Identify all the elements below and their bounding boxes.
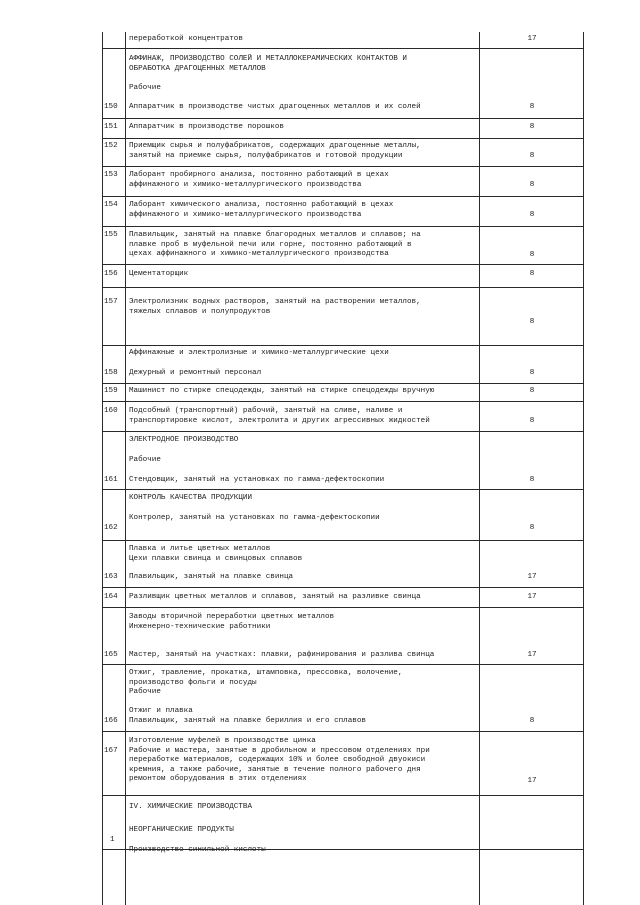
row-value: 17 xyxy=(527,35,537,43)
row-number: 157 xyxy=(104,298,118,306)
row-text: Плавка и литье цветных металлов Цехи плавки свинца и свинцовых сплавов xyxy=(129,545,303,563)
row-divider xyxy=(102,607,584,608)
row-value: 17 xyxy=(527,573,537,581)
row-value: 17 xyxy=(527,777,537,785)
row-divider xyxy=(102,431,584,432)
row-number: 155 xyxy=(104,231,118,239)
row-number: 154 xyxy=(104,201,118,209)
row-number: 1 xyxy=(110,836,115,844)
row-number: 158 xyxy=(104,369,118,377)
row-text: Изготовление муфелей в производстве цинка Рабочие и мастера, занятые в дробильном и прессовом отделениях при переработке материалов, содержащих 10% и более свободной двуокиси кремния, а также рабочие, занятые в течение полного рабочего дня ремонтом оборудования в этих отделениях xyxy=(129,737,430,784)
row-text: Электролизник водных растворов, занятый на растворении металлов, тяжелых сплавов и полупродуктов xyxy=(129,298,421,316)
row-value: 8 xyxy=(529,417,535,425)
row-value: 8 xyxy=(529,270,535,278)
row-text: Разливщик цветных металлов и сплавов, занятый на разливке свинца xyxy=(129,593,421,601)
row-value: 8 xyxy=(529,717,535,725)
row-number: 167 xyxy=(104,747,118,755)
row-value: 8 xyxy=(529,369,535,377)
row-text: IV. ХИМИЧЕСКИЕ ПРОИЗВОДСТВА xyxy=(129,803,253,811)
row-divider xyxy=(102,731,584,732)
row-text: Подсобный (транспортный) рабочий, занятый на сливе, наливе и транспортировке кислот, электролита и других агрессивных жидкостей xyxy=(129,407,430,425)
row-text: КОНТРОЛЬ КАЧЕСТВА ПРОДУКЦИИ xyxy=(129,494,253,502)
row-text: Лаборант пробирного анализа, постоянно работающий в цехах аффинажного и химико-металлургического производства xyxy=(129,171,389,189)
row-divider xyxy=(102,226,584,227)
row-value: 8 xyxy=(529,387,535,395)
row-number: 153 xyxy=(104,171,118,179)
row-number: 152 xyxy=(104,142,118,150)
row-text: Рабочие xyxy=(129,84,161,92)
row-text: Плавильщик, занятый на плавке свинца xyxy=(129,573,294,581)
row-divider xyxy=(102,138,584,139)
row-number: 159 xyxy=(104,387,118,395)
table-border-left xyxy=(102,32,103,905)
row-text: Отжиг, травление, прокатка, штамповка, прессовка, волочение, производство фольги и посуды Рабочие xyxy=(129,669,403,697)
table-border-number-column xyxy=(125,32,126,905)
row-number: 166 xyxy=(104,717,118,725)
row-text: Стендовщик, занятый на установках по гамма-дефектоскопии xyxy=(129,476,385,484)
row-divider xyxy=(102,489,584,490)
row-divider xyxy=(102,196,584,197)
row-number: 160 xyxy=(104,407,118,415)
row-number: 156 xyxy=(104,270,118,278)
row-number: 161 xyxy=(104,476,118,484)
row-value: 17 xyxy=(527,593,537,601)
row-divider xyxy=(102,48,584,49)
row-text: Отжиг и плавка Плавильщик, занятый на плавке бериллия и его сплавов xyxy=(129,707,366,725)
row-text: Плавильщик, занятый на плавке благородных металлов и сплавов; на плавке проб в муфельной печи или горне, постоянно работающий в цехах аффинажного и химико-металлургического производства xyxy=(129,231,421,259)
row-number: 165 xyxy=(104,651,118,659)
row-number: 151 xyxy=(104,123,118,131)
row-value: 8 xyxy=(529,152,535,160)
row-text: НЕОРГАНИЧЕСКИЕ ПРОДУКТЫ xyxy=(129,826,234,834)
row-number: 162 xyxy=(104,524,118,532)
row-text: АФФИНАЖ, ПРОИЗВОДСТВО СОЛЕЙ И МЕТАЛЛОКЕРАМИЧЕСКИХ КОНТАКТОВ И ОБРАБОТКА ДРАГОЦЕННЫХ МЕТАЛЛОВ xyxy=(129,55,407,73)
row-text: ЭЛЕКТРОДНОЕ ПРОИЗВОДСТВО xyxy=(129,436,239,444)
row-text: Производство синильной кислоты xyxy=(129,846,266,854)
row-text: Аппаратчик в производстве чистых драгоценных металлов и их солей xyxy=(129,103,421,111)
row-text: Приемщик сырья и полуфабрикатов, содержащих драгоценные металлы, занятый на приемке сырья, полуфабрикатов и готовой продукции xyxy=(129,142,421,160)
row-value: 8 xyxy=(529,181,535,189)
row-divider xyxy=(102,664,584,665)
row-divider xyxy=(102,795,584,796)
row-number: 164 xyxy=(104,593,118,601)
row-value: 8 xyxy=(529,318,535,326)
row-text: Машинист по стирке спецодежды, занятый на стирке спецодежды вручную xyxy=(129,387,435,395)
row-value: 8 xyxy=(529,524,535,532)
row-divider xyxy=(102,166,584,167)
row-text: Контролер, занятый на установках по гамма-дефектоскопии xyxy=(129,514,380,522)
row-text: Лаборант химического анализа, постоянно работающий в цехах аффинажного и химико-металлургического производства xyxy=(129,201,394,219)
row-number: 163 xyxy=(104,573,118,581)
row-value: 8 xyxy=(529,211,535,219)
row-divider xyxy=(102,264,584,265)
row-divider xyxy=(102,345,584,346)
row-value: 8 xyxy=(529,103,535,111)
row-value: 8 xyxy=(529,476,535,484)
row-text: Дежурный и ремонтный персонал xyxy=(129,369,262,377)
row-text: Цементаторщик xyxy=(129,270,189,278)
row-value: 8 xyxy=(529,251,535,259)
row-divider xyxy=(102,287,584,288)
row-text: Аффинажные и электролизные и химико-металлургические цехи xyxy=(129,349,389,357)
row-divider xyxy=(102,540,584,541)
table-border-right xyxy=(583,32,584,905)
row-value: 8 xyxy=(529,123,535,131)
row-text: Заводы вторичной переработки цветных металлов Инженерно-технические работники xyxy=(129,613,335,631)
row-value: 17 xyxy=(527,651,537,659)
row-divider xyxy=(102,383,584,384)
row-divider xyxy=(102,118,584,119)
row-text: Рабочие xyxy=(129,456,161,464)
row-number: 150 xyxy=(104,103,118,111)
row-text: переработкой концентратов xyxy=(129,35,243,43)
row-divider xyxy=(102,587,584,588)
row-text: Мастер, занятый на участках: плавки, рафинирования и разлива свинца xyxy=(129,651,435,659)
row-divider xyxy=(102,401,584,402)
row-text: Аппаратчик в производстве порошков xyxy=(129,123,284,131)
